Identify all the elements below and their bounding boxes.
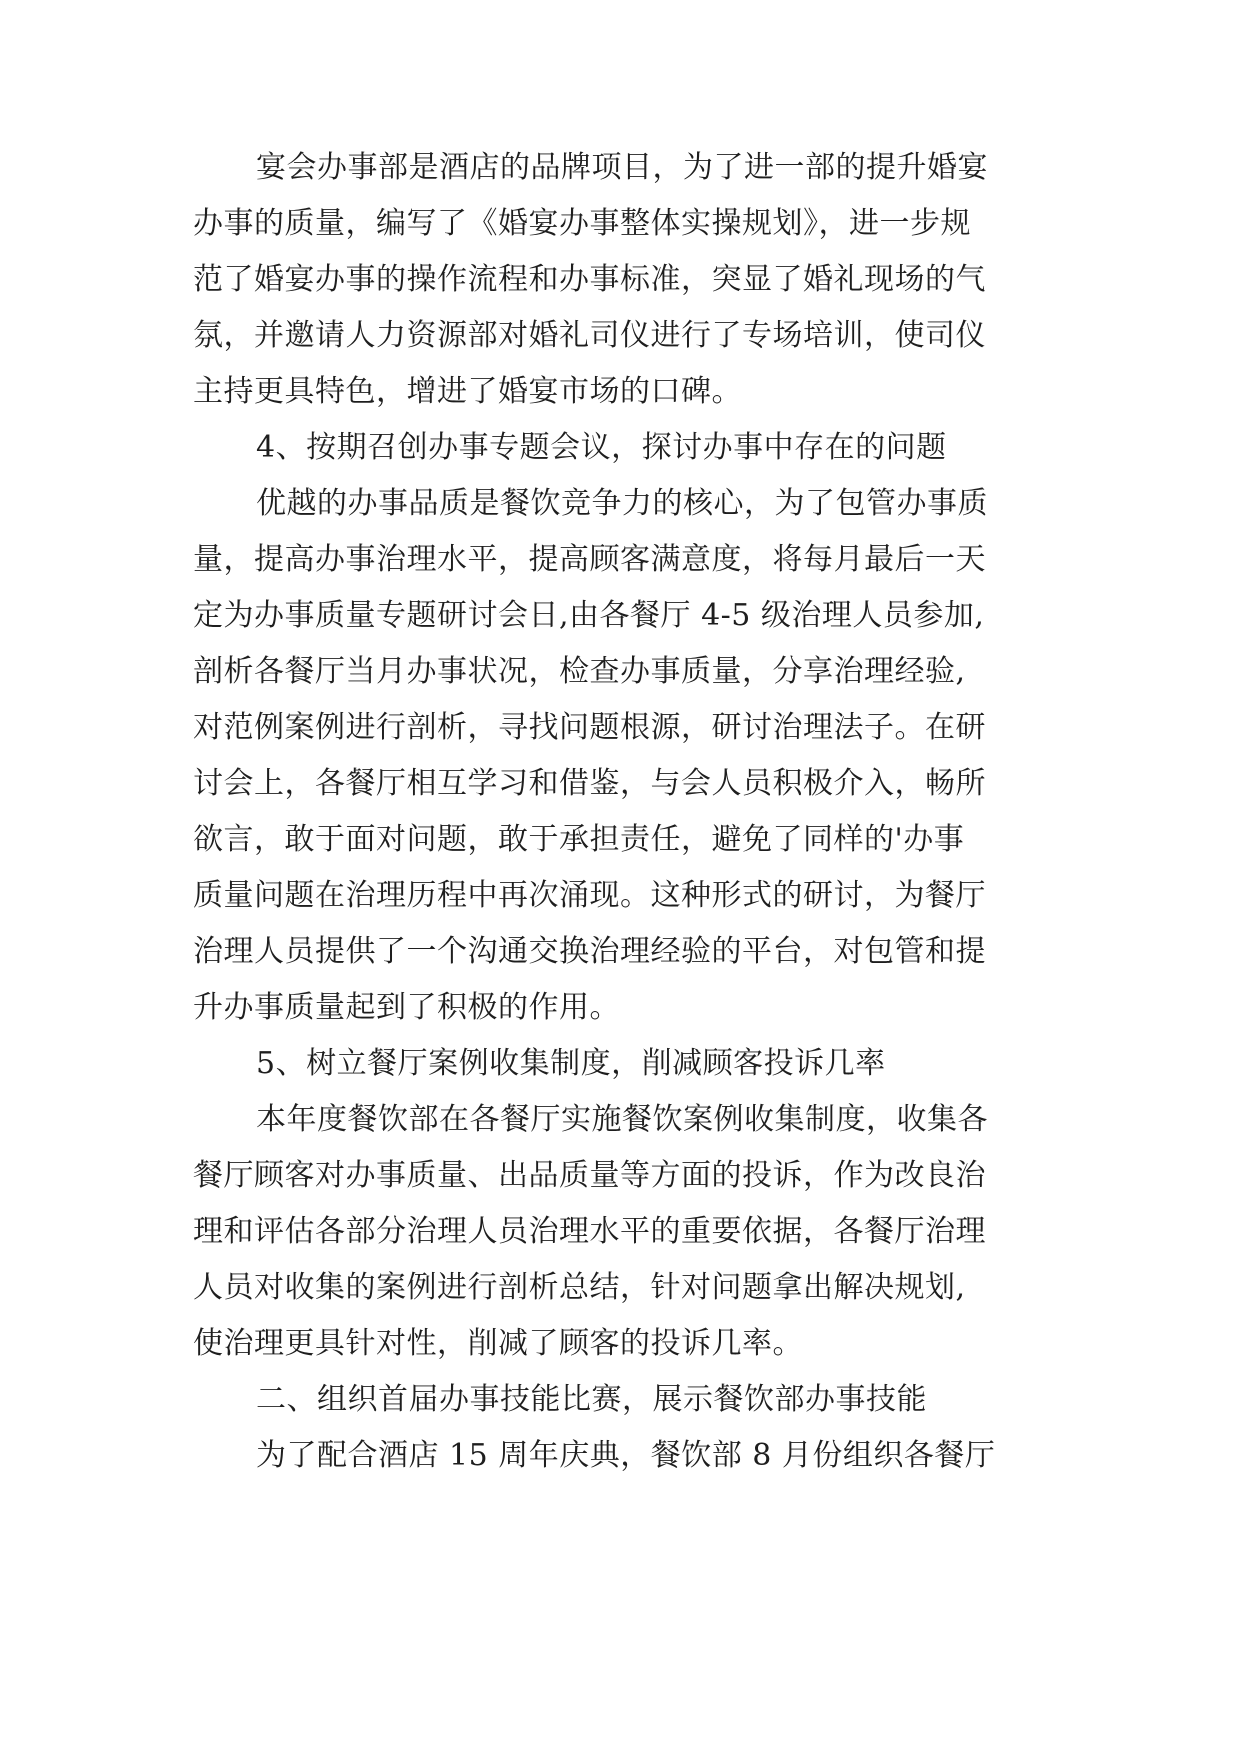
section-heading: 二、组织首届办事技能比赛，展示餐饮部办事技能 bbox=[256, 1382, 927, 1417]
text-line: 理和评估各部分治理人员治理水平的重要依据，各餐厅治理 bbox=[193, 1214, 986, 1249]
text-line: 氛，并邀请人力资源部对婚礼司仪进行了专场培训，使司仪 bbox=[193, 318, 986, 353]
section-heading: 5、树立餐厅案例收集制度，削减顾客投诉几率 bbox=[256, 1046, 886, 1081]
text-line: 本年度餐饮部在各餐厅实施餐饮案例收集制度，收集各 bbox=[256, 1102, 988, 1137]
text-line: 使治理更具针对性，削减了顾客的投诉几率。 bbox=[193, 1326, 803, 1361]
text-line: 治理人员提供了一个沟通交换治理经验的平台，对包管和提 bbox=[193, 934, 986, 969]
text-line: 优越的办事品质是餐饮竞争力的核心，为了包管办事质 bbox=[256, 486, 988, 521]
text-line: 为了配合酒店 15 周年庆典，餐饮部 8 月份组织各餐厅 bbox=[256, 1438, 996, 1473]
text-line: 人员对收集的案例进行剖析总结，针对问题拿出解决规划, bbox=[193, 1270, 966, 1305]
text-line: 量，提高办事治理水平，提高顾客满意度，将每月最后一天 bbox=[193, 542, 986, 577]
text-line: 对范例案例进行剖析，寻找问题根源，研讨治理法子。在研 bbox=[193, 710, 986, 745]
text-line: 办事的质量，编写了《婚宴办事整体实操规划》，进一步规 bbox=[193, 206, 971, 241]
text-line: 剖析各餐厅当月办事状况，检查办事质量，分享治理经验, bbox=[193, 654, 966, 689]
text-line: 欲言，敢于面对问题，敢于承担责任，避免了同样的'办事 bbox=[193, 822, 965, 857]
text-line: 升办事质量起到了积极的作用。 bbox=[193, 990, 620, 1025]
text-line: 范了婚宴办事的操作流程和办事标准，突显了婚礼现场的气 bbox=[193, 262, 986, 297]
text-line: 主持更具特色，增进了婚宴市场的口碑。 bbox=[193, 374, 742, 409]
text-line: 讨会上，各餐厅相互学习和借鉴，与会人员积极介入，畅所 bbox=[193, 766, 986, 801]
text-line: 宴会办事部是酒店的品牌项目，为了进一部的提升婚宴 bbox=[256, 150, 988, 185]
text-line: 餐厅顾客对办事质量、出品质量等方面的投诉，作为改良治 bbox=[193, 1158, 986, 1193]
text-line: 定为办事质量专题研讨会日,由各餐厅 4-5 级治理人员参加, bbox=[193, 598, 985, 633]
section-heading: 4、按期召创办事专题会议，探讨办事中存在的问题 bbox=[256, 430, 947, 465]
text-line: 质量问题在治理历程中再次涌现。这种形式的研讨，为餐厅 bbox=[193, 878, 986, 913]
